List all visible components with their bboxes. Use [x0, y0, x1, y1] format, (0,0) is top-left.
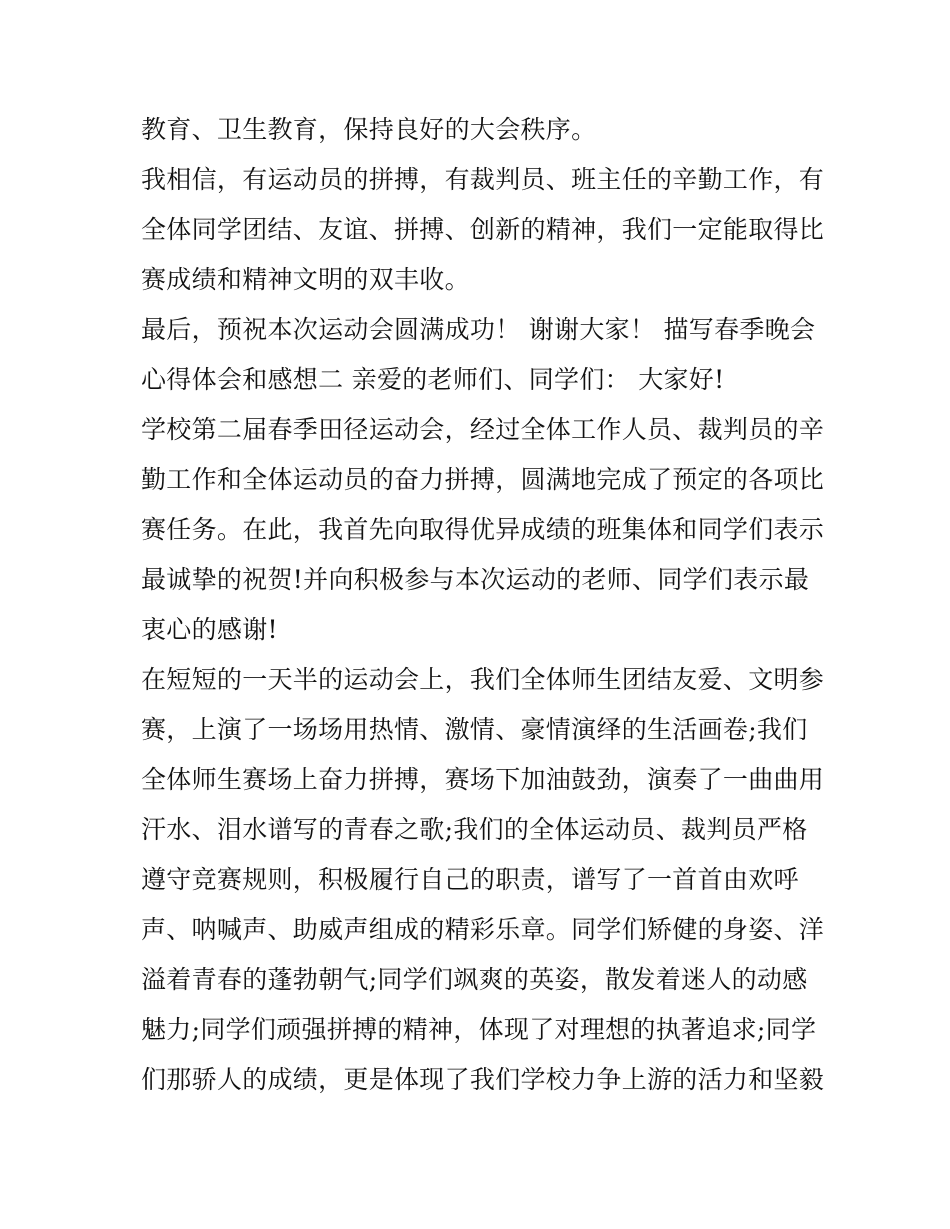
text-line: 魅力;同学们顽强拼搏的精神，体现了对理想的执著追求;同学 — [141, 1015, 817, 1044]
text-line: 教育、卫生教育，保持良好的大会秩序。 — [141, 115, 597, 144]
text-line: 遵守竞赛规则，积极履行自己的职责，谱写了一首首由欢呼 — [141, 865, 799, 894]
text-line: 汗水、泪水谱写的青春之歌;我们的全体运动员、裁判员严格 — [141, 815, 808, 844]
text-line: 全体师生赛场上奋力拼搏，赛场下加油鼓劲，演奏了一曲曲用 — [141, 765, 825, 794]
text-line: 赛任务。在此，我首先向取得优异成绩的班集体和同学们表示 — [141, 515, 825, 544]
text-line: 最诚挚的祝贺!并向积极参与本次运动的老师、同学们表示最 — [141, 565, 810, 594]
text-line: 勤工作和全体运动员的奋力拼搏，圆满地完成了预定的各项比 — [141, 465, 825, 494]
text-line: 衷心的感谢! — [141, 615, 278, 644]
text-line: 全体同学团结、友谊、拼搏、创新的精神，我们一定能取得比 — [141, 215, 825, 244]
text-line: 溢着青春的蓬勃朝气;同学们飒爽的英姿，散发着迷人的动感 — [141, 965, 808, 994]
text-line: 学校第二届春季田径运动会，经过全体工作人员、裁判员的辛 — [141, 415, 825, 444]
text-line: 赛，上演了一场场用热情、激情、豪情演绎的生活画卷;我们 — [141, 715, 808, 744]
text-line: 们那骄人的成绩，更是体现了我们学校力争上游的活力和坚毅 — [141, 1065, 825, 1094]
text-line: 最后，预祝本次运动会圆满成功！ 谢谢大家！ 描写春季晚会 — [141, 315, 816, 344]
text-line: 心得体会和感想二 亲爱的老师们、同学们： 大家好! — [141, 365, 725, 394]
text-line: 在短短的一天半的运动会上，我们全体师生团结友爱、文明参 — [141, 665, 825, 694]
text-line: 我相信，有运动员的拼搏，有裁判员、班主任的辛勤工作，有 — [141, 165, 825, 194]
text-line: 赛成绩和精神文明的双丰收。 — [141, 265, 470, 294]
text-line: 声、呐喊声、助威声组成的精彩乐章。同学们矫健的身姿、洋 — [141, 915, 825, 944]
